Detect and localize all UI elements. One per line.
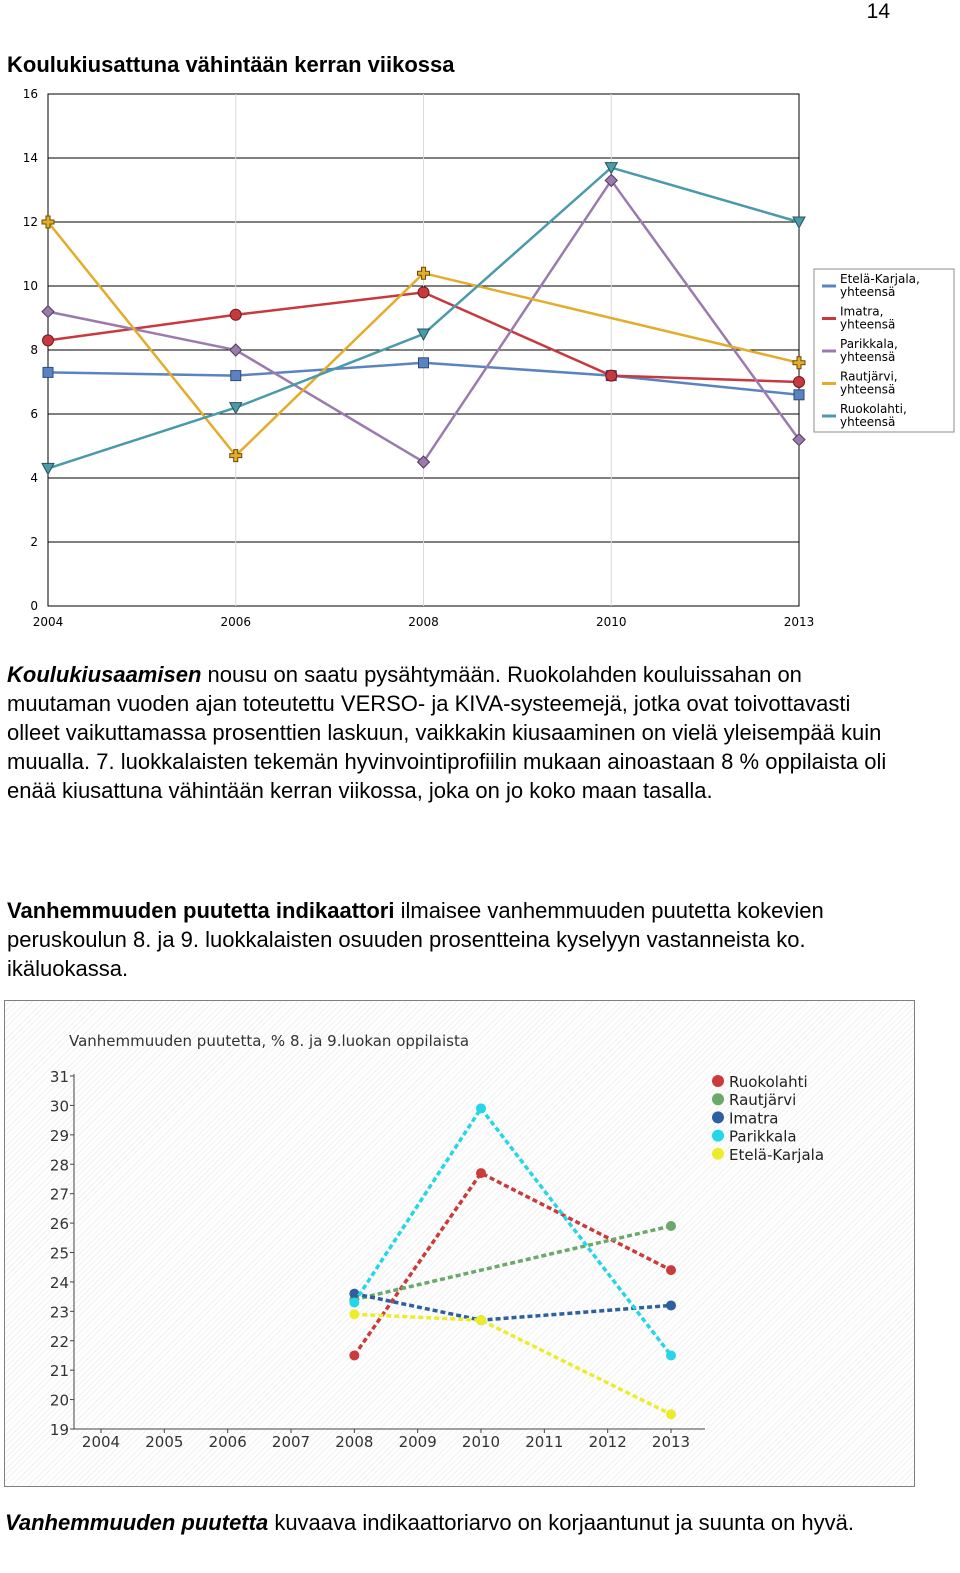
chart2-x-tick-label: 2004	[81, 1433, 121, 1451]
chart2-legend	[712, 1073, 824, 1164]
chart2-data-point	[349, 1289, 359, 1299]
chart1-data-point	[419, 358, 429, 368]
bullying-paragraph-lead: Koulukiusaamisen	[7, 662, 202, 687]
bullying-paragraph	[7, 660, 907, 805]
chart1-y-tick-label: 8	[30, 343, 38, 357]
chart2-data-point	[666, 1350, 676, 1360]
chart1-legend-label: Ruokolahti,	[840, 402, 907, 416]
chart2-x-tick-label: 2011	[525, 1433, 564, 1451]
chart2-series-parikkala	[349, 1103, 676, 1360]
chart2-data-point	[349, 1309, 359, 1319]
chart2-y-tick-label: 31	[49, 1068, 69, 1086]
chart2-x-tick-label: 2009	[398, 1433, 437, 1451]
chart2-x-tick-label: 2008	[335, 1433, 374, 1451]
chart2-x-tick-label: 2007	[271, 1433, 311, 1451]
chart2-series-line	[354, 1294, 671, 1320]
chart2-series-line	[354, 1226, 671, 1300]
chart1-heading: Koulukiusattuna vähintään kerran viikossa	[7, 52, 455, 77]
conclusion-paragraph-text: kuvaava indikaattoriarvo on korjaantunut ja suunta on hyvä.	[268, 1510, 855, 1535]
chart2-y-tick-label: 29	[49, 1126, 69, 1145]
chart2-data-point	[349, 1350, 359, 1360]
chart2-x-tick-label: 2006	[208, 1433, 247, 1451]
chart1-y-tick-label: 4	[30, 471, 38, 485]
chart2-y-tick-label: 30	[49, 1097, 69, 1116]
chart2-legend-label: Rautjärvi	[729, 1091, 797, 1110]
chart1-legend-label: Etelä-Karjala,	[840, 272, 920, 286]
bullying-paragraph-text: nousu on saatu pysähtymään. Ruokolahden kouluissahan on muutaman vuoden ajan toteutettu VERSO- ja KIVA-systeemejä, jotka ovat toivottavasti olleet vaikuttamassa prosenttien laskuun, vaikkakin kiusaaminen on vielä yleisempää kuin muualla. 7. luokkalaisten tekemän hyvinvointiprofiilin mukaan ainoastaan 8 % oppilaista oli enää kiusattuna vähintään kerran viikossa, joka on jo koko maan tasalla.	[7, 662, 887, 803]
chart2-legend-label: Parikkala	[729, 1127, 797, 1146]
parenting-indicator-text: ilmaisee vanhemmuuden puutetta kokevien peruskoulun 8. ja 9. luokkalaisten osuuden prosentteina kyselyyn vastanneista ko. ikäluokassa.	[7, 898, 824, 981]
chart1-data-point	[231, 371, 241, 381]
chart2-y-tick-label: 19	[49, 1421, 69, 1439]
chart2-y-tick-label: 24	[49, 1273, 69, 1292]
chart2-legend-marker	[712, 1093, 724, 1105]
chart1-y-tick-label: 2	[30, 535, 38, 549]
chart1-y-tick-label: 6	[30, 407, 38, 421]
chart1-x-tick-label: 2013	[783, 615, 815, 629]
chart2-y-tick-label: 28	[49, 1156, 69, 1175]
chart2-data-point	[666, 1409, 676, 1419]
chart2-legend-label: Imatra	[729, 1109, 779, 1128]
chart1-data-point	[606, 370, 617, 381]
chart1-y-tick-label: 10	[22, 279, 38, 293]
chart2-legend-marker	[712, 1148, 724, 1160]
chart1-legend-label-line2: yhteensä	[840, 317, 896, 332]
chart1-x-tick-label: 2004	[32, 615, 64, 629]
chart2-data-point	[666, 1265, 676, 1275]
chart2-x-tick-label: 2013	[651, 1433, 691, 1451]
chart1-data-point	[230, 309, 241, 320]
chart1-data-point	[418, 287, 429, 298]
chart1-legend	[814, 269, 954, 432]
chart2-y-tick-label: 23	[49, 1303, 69, 1322]
chart2-title: Vanhemmuuden puutetta, % 8. ja 9.luokan oppilaista	[69, 1032, 470, 1050]
chart2-x-tick-label: 2010	[461, 1433, 501, 1451]
chart2-data-point	[476, 1103, 486, 1113]
chart2-y-tick-label: 27	[49, 1185, 69, 1204]
chart1-y-tick-label: 0	[30, 599, 38, 613]
chart1-legend-label-line2: yhteensä	[840, 415, 896, 429]
chart2-y-tick-label: 22	[49, 1332, 69, 1351]
chart2-data-point	[476, 1168, 486, 1178]
chart1-data-point	[43, 335, 54, 346]
chart1-y-tick-label: 16	[22, 87, 38, 101]
bullying-line-chart	[0, 80, 960, 635]
chart2-data-point	[476, 1315, 486, 1325]
chart2-x-tick-label: 2012	[588, 1433, 627, 1451]
chart1-x-tick-label: 2006	[220, 615, 252, 629]
chart1-y-tick-label: 12	[22, 215, 38, 229]
chart1-legend-label: Rautjärvi,	[840, 369, 898, 384]
chart2-legend-marker	[712, 1111, 724, 1123]
chart1-data-point	[794, 390, 804, 400]
chart1-y-tick-label: 14	[22, 151, 38, 165]
chart1-x-tick-label: 2010	[595, 615, 627, 629]
conclusion-paragraph	[5, 1508, 905, 1537]
chart1-legend-label: Parikkala,	[840, 337, 898, 351]
chart1-data-point	[43, 367, 53, 377]
chart2-legend-marker	[712, 1130, 724, 1142]
chart2-y-tick-label: 26	[49, 1215, 69, 1234]
chart2-legend-label: Etelä-Karjala	[729, 1145, 825, 1164]
chart1-x-tick-label: 2008	[408, 615, 439, 629]
conclusion-paragraph-lead: Vanhemmuuden puutetta	[5, 1510, 269, 1535]
parenting-indicator-paragraph	[7, 896, 907, 983]
chart2-legend-marker	[712, 1075, 724, 1087]
chart2-y-tick-label: 25	[49, 1244, 69, 1263]
parenting-indicator-lead: Vanhemmuuden puutetta indikaattori	[7, 898, 395, 923]
chart1-legend-label-line2: yhteensä	[840, 350, 896, 364]
chart1-legend-label-line2: yhteensä	[840, 285, 896, 299]
chart2-y-tick-label: 21	[49, 1362, 69, 1381]
chart2-series-etel-karjala	[349, 1309, 676, 1419]
page-number: 14	[866, 0, 890, 23]
parenting-chart-frame	[4, 1000, 915, 1487]
chart2-x-tick-label: 2005	[145, 1433, 184, 1451]
parenting-line-chart	[5, 1001, 916, 1488]
chart2-data-point	[666, 1221, 676, 1231]
chart2-y-tick-label: 20	[49, 1391, 69, 1410]
chart2-data-point	[666, 1300, 676, 1310]
chart1-data-point	[794, 377, 805, 388]
chart2-series-line	[354, 1314, 671, 1414]
chart1-legend-label-line2: yhteensä	[840, 382, 896, 397]
chart2-data-point	[349, 1298, 359, 1308]
chart2-legend-label: Ruokolahti	[729, 1073, 808, 1091]
chart1-legend-label: Imatra,	[840, 304, 884, 319]
